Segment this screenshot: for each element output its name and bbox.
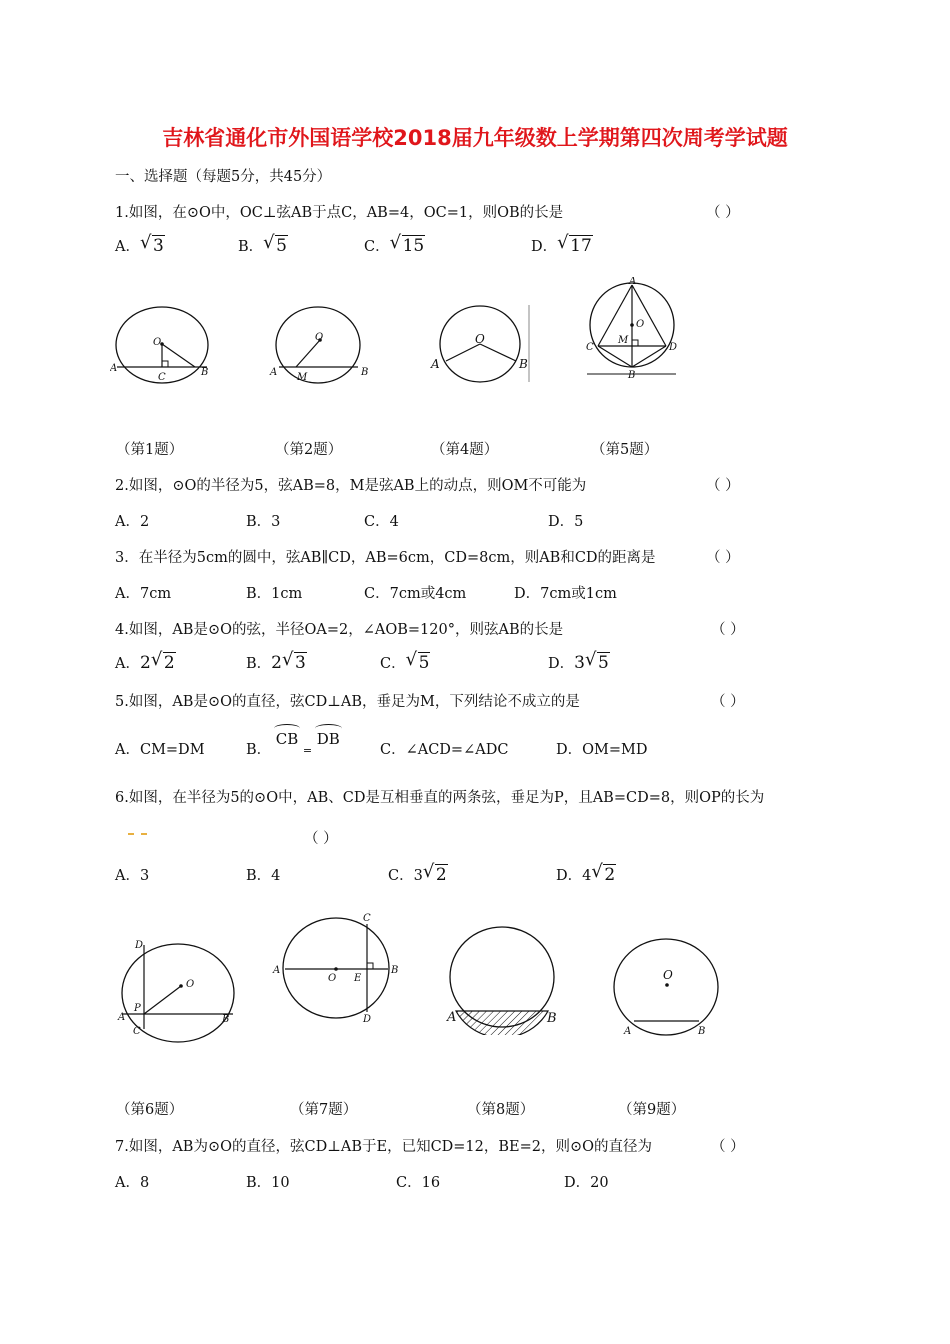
label-b: B: [698, 1026, 706, 1037]
q5-option-d: D．OM=MD: [556, 742, 648, 758]
answer-paren-1: （ ）: [706, 205, 740, 221]
q3-option-d: D．7cm或1cm: [514, 586, 617, 602]
answer-paren-2: （ ）: [706, 478, 740, 494]
q3-option-c: C．7cm或4cm: [364, 586, 467, 602]
sqrt-expression: √ 3: [139, 232, 164, 256]
radicand: 2: [163, 653, 175, 673]
answer-paren-6: （ ）: [304, 831, 338, 847]
sqrt-expression: √ 3: [281, 649, 306, 673]
figure-q5: [582, 277, 692, 379]
figure-q9: [608, 933, 728, 1043]
answer-paren-5: （ ）: [711, 694, 745, 710]
figure-q7: [270, 908, 410, 1028]
sqrt-expression: √ 17: [557, 232, 592, 256]
label-a: A: [624, 1026, 632, 1037]
radicand: 2: [604, 865, 616, 885]
sqrt-expression: √ 15: [389, 232, 425, 256]
question-7-text: 7.如图，AB为⊙O的直径，弦CD⊥AB于E，已知CD=12，BE=2，则⊙O的直径为: [115, 1139, 653, 1155]
label-a: A: [447, 1010, 457, 1025]
label-c: C: [158, 372, 166, 383]
answer-paren-7: （ ）: [711, 1139, 745, 1155]
sqrt-expression: √ 5: [584, 649, 609, 673]
figure-q4: [428, 300, 538, 390]
figure-caption-2: （第2题）: [275, 442, 343, 458]
radicand: 5: [597, 653, 609, 673]
label-a: A: [110, 363, 118, 374]
radicand: 3: [294, 653, 306, 673]
option-label: C．3: [388, 868, 423, 884]
label-o: O: [663, 968, 673, 982]
q5-option-c: C．∠ACD=∠ADC: [380, 742, 509, 758]
sqrt-expression: √ 2: [591, 861, 616, 885]
label-p: P: [134, 1003, 141, 1014]
figure-q8: [445, 925, 565, 1035]
option-label: D．: [548, 656, 575, 672]
q5-option-b: [246, 730, 340, 759]
q6-option-b: B．4: [246, 868, 281, 884]
figure-q2: [266, 300, 376, 390]
label-a: A: [431, 357, 440, 371]
radicand: 2: [435, 865, 447, 885]
radicand: 17: [570, 236, 592, 256]
figure-q6: [112, 935, 242, 1045]
equals-sign: =: [302, 744, 313, 757]
figure-caption-6: （第6题）: [116, 1102, 184, 1118]
label-o: O: [475, 332, 485, 346]
q1-option-b: [238, 232, 288, 256]
figure-caption-9: （第9题）: [618, 1102, 686, 1118]
option-label: B．: [246, 742, 272, 758]
page-title: 吉林省通化市外国语学校2018届九年级数上学期第四次周考学试题: [162, 126, 788, 150]
question-3-text: 3．在半径为5cm的圆中，弦AB∥CD，AB=6cm，CD=8cm，则AB和CD的距离是: [115, 550, 656, 566]
radicand: 5: [276, 236, 287, 256]
figure-q1: [110, 300, 220, 390]
label-o: O: [315, 332, 324, 343]
coefficient: 3: [574, 653, 585, 673]
label-c: C: [363, 913, 371, 924]
answer-paren-3: （ ）: [706, 550, 740, 566]
q7-option-c: C．16: [396, 1175, 441, 1191]
sqrt-expression: √ 2: [150, 649, 175, 673]
option-label: A．: [115, 656, 140, 672]
label-b: B: [547, 1011, 557, 1026]
radicand: 15: [402, 236, 425, 256]
label-b: B: [628, 370, 636, 379]
label-a: A: [270, 367, 278, 378]
q7-option-b: B．10: [246, 1175, 290, 1191]
label-d: D: [363, 1014, 372, 1025]
option-label: C．: [380, 656, 406, 672]
option-label: C．: [364, 239, 390, 255]
question-5-text: 5.如图，AB是⊙O的直径，弦CD⊥AB，垂足为M，下列结论不成立的是: [115, 694, 580, 710]
label-d: D: [135, 940, 144, 951]
label-a: A: [273, 965, 281, 976]
figure-caption-7: （第7题）: [290, 1102, 358, 1118]
q6-option-a: A．3: [115, 868, 150, 884]
q1-option-d: [531, 232, 593, 256]
q2-option-b: B．3: [246, 514, 281, 530]
arc-cb: CB: [275, 730, 299, 748]
label-c: C: [586, 342, 594, 353]
label-o: O: [328, 973, 337, 984]
label-b: B: [391, 965, 399, 976]
q4-option-a: [115, 649, 176, 673]
question-1-text: 1.如图，在⊙O中，OC⊥弦AB于点C，AB=4，OC=1，则OB的长是: [115, 205, 564, 221]
label-b: B: [519, 357, 528, 371]
arc-db: DB: [316, 730, 340, 748]
sqrt-expression: √ 2: [422, 861, 447, 885]
label-c: C: [133, 1026, 141, 1037]
label-b: B: [222, 1014, 230, 1025]
coefficient: 2: [271, 653, 282, 673]
label-a: A: [118, 1012, 126, 1023]
q6-option-d: [556, 861, 616, 885]
coefficient: 2: [139, 653, 151, 673]
figure-caption-1: （第1题）: [116, 442, 184, 458]
q2-option-c: C．4: [364, 514, 399, 530]
sqrt-expression: √ 5: [263, 232, 287, 256]
label-m: M: [297, 372, 308, 383]
answer-paren-4: （ ）: [711, 622, 745, 638]
option-label: A．: [115, 239, 140, 255]
section-heading: 一、选择题（每题5分，共45分）: [115, 169, 332, 185]
option-label: B．: [246, 656, 272, 672]
label-o: O: [153, 337, 162, 348]
q2-option-d: D．5: [548, 514, 584, 530]
question-6-text: 6.如图，在半径为5的⊙O中，AB、CD是互相垂直的两条弦，垂足为P，且AB=CD=8，则OP的长为: [115, 790, 765, 806]
label-m: M: [618, 335, 629, 346]
label-d: D: [669, 342, 678, 353]
q1-option-c: [364, 232, 425, 256]
q7-option-d: D．20: [564, 1175, 609, 1191]
q2-option-a: A．2: [115, 514, 150, 530]
q3-option-a: A．7cm: [115, 586, 172, 602]
decorative-dash: [141, 833, 147, 835]
q3-option-b: B．1cm: [246, 586, 303, 602]
sqrt-expression: √ 5: [405, 649, 430, 673]
q4-option-b: [246, 649, 307, 673]
figure-caption-5: （第5题）: [591, 442, 659, 458]
radicand: 5: [418, 653, 430, 673]
q7-option-a: A．8: [115, 1175, 150, 1191]
label-b: B: [201, 367, 209, 378]
radicand: 3: [152, 236, 164, 256]
figure-caption-8: （第8题）: [467, 1102, 535, 1118]
option-label: D．4: [556, 868, 592, 884]
label-b: B: [361, 367, 369, 378]
q1-option-a: [115, 232, 165, 256]
label-e: E: [354, 973, 362, 984]
decorative-dash: [128, 833, 134, 835]
label-o: O: [636, 319, 645, 330]
question-2-text: 2.如图，⊙O的半径为5，弦AB=8，M是弦AB上的动点，则OM不可能为: [115, 478, 587, 494]
q4-option-c: [380, 649, 430, 673]
label-o: O: [186, 979, 195, 990]
question-4-text: 4.如图，AB是⊙O的弦，半径OA=2，∠AOB=120°，则弦AB的长是: [115, 622, 564, 638]
label-a: A: [629, 277, 637, 287]
q4-option-d: [548, 649, 610, 673]
q6-option-c: [388, 861, 448, 885]
q5-option-a: A．CM=DM: [115, 742, 205, 758]
option-label: D．: [531, 239, 558, 255]
figure-caption-4: （第4题）: [431, 442, 499, 458]
option-label: B．: [238, 239, 264, 255]
